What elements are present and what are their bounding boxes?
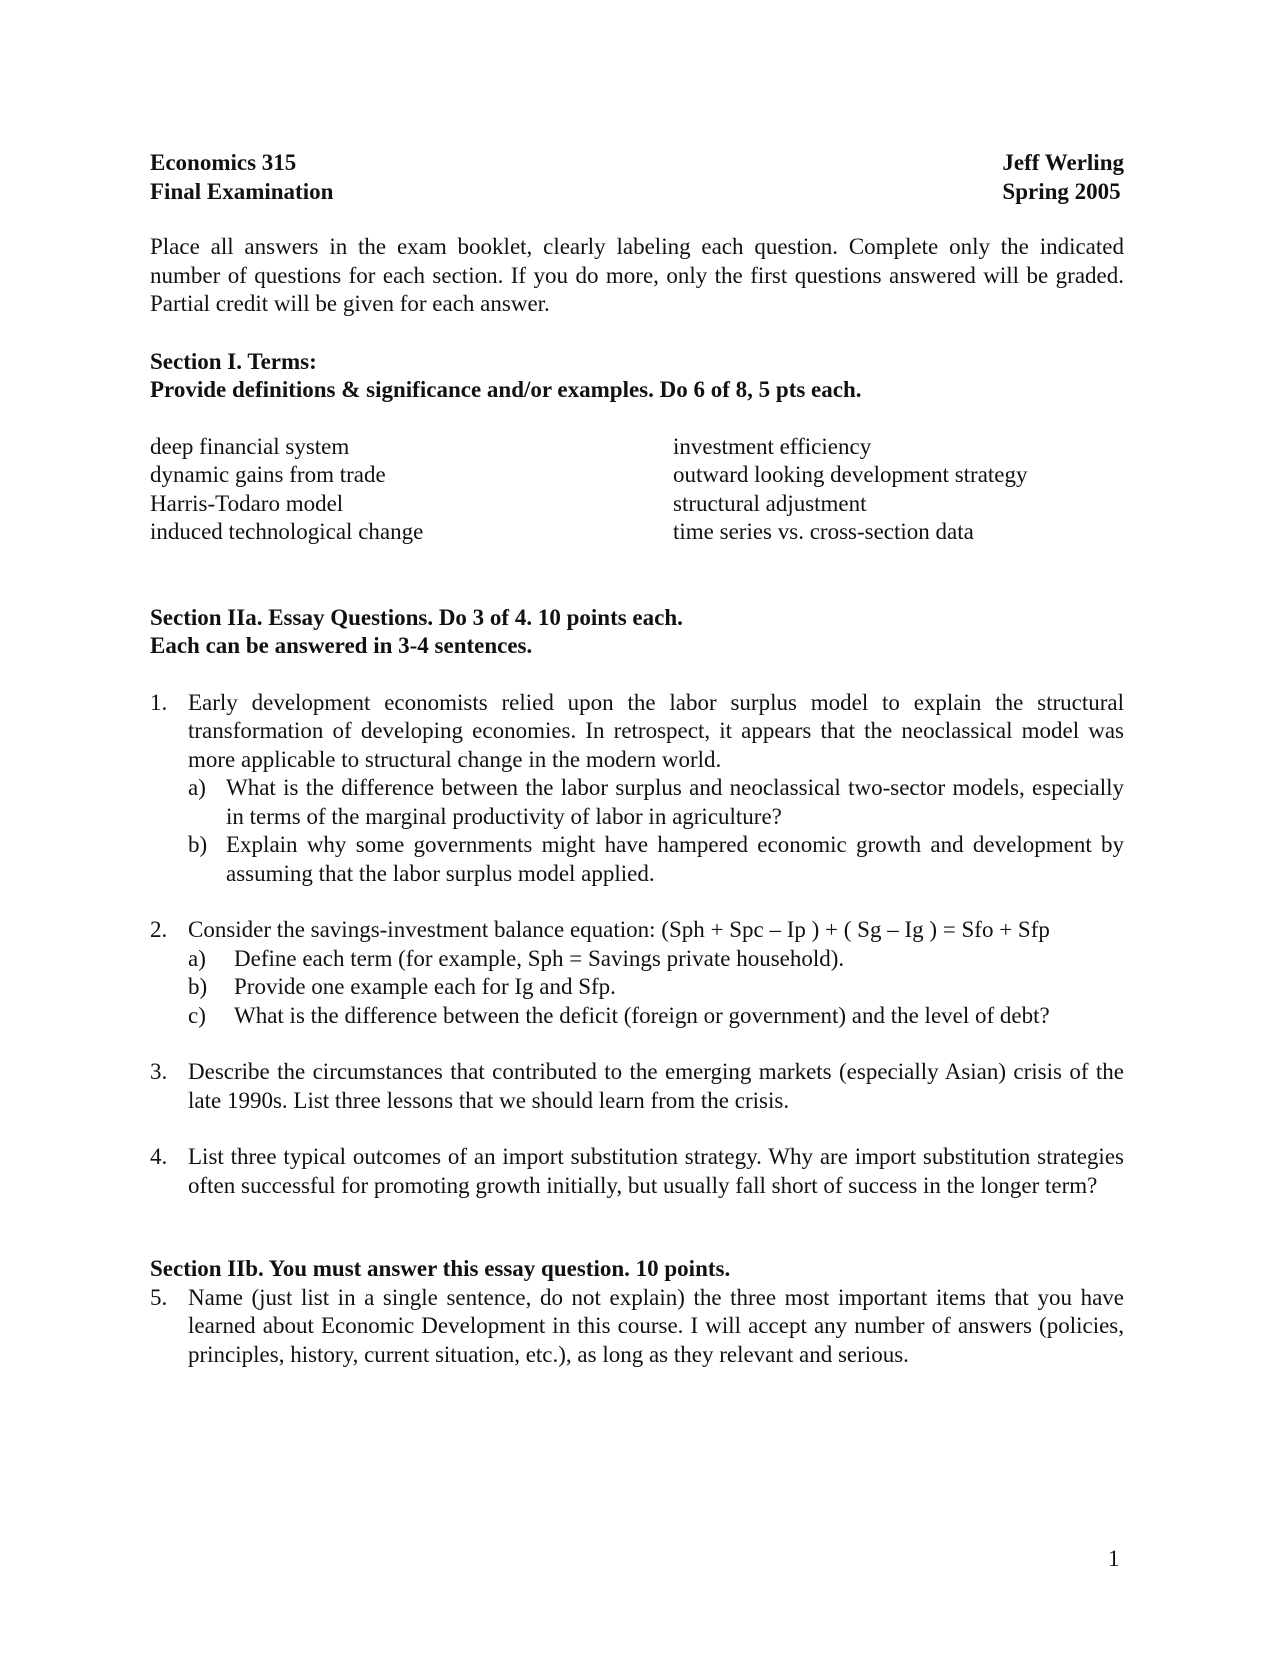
section-1-title: Section I. Terms: — [150, 348, 317, 374]
sub-question-text: Explain why some governments might have hampered economic growth and development by assuming that the labor surplus model applied. — [226, 832, 1124, 886]
exam-title: Final Examination — [150, 178, 334, 204]
exam-term: Spring 2005 — [1002, 178, 1121, 204]
sub-question-label: b) — [188, 974, 208, 999]
sub-question-text: What is the difference between the labor surplus and neoclassical two-sector models, especially in terms of the marginal productivity of labor in agriculture? — [226, 775, 1124, 829]
question-text: Early development economists relied upon the labor surplus model to explain the structural transformation of developing economies. In retrospect, it appears that the neoclassical model was more applicable to structural change in the modern world. — [188, 689, 1124, 772]
term-item: time series vs. cross-section data — [673, 519, 974, 544]
term-item: Harris-Todaro model — [150, 490, 344, 516]
question-text: Consider the savings-investment balance equation: (Sph + Spc – Ip ) + ( Sg – Ig ) = Sfo + Sfp — [188, 917, 1050, 942]
section-2a — [150, 604, 1124, 1201]
question-number: 3. — [150, 1059, 168, 1084]
instructor-name: Jeff Werling — [1002, 150, 1124, 175]
term-item: dynamic gains from trade — [150, 462, 386, 487]
question-3 — [150, 1058, 1124, 1115]
question-number: 4. — [150, 1144, 168, 1169]
question-5 — [150, 1284, 1124, 1370]
section-2b — [150, 1255, 1124, 1369]
header-right — [1002, 149, 1124, 206]
exam-page — [150, 149, 1124, 1369]
course-title: Economics 315 — [150, 150, 297, 175]
question-1 — [150, 689, 1124, 889]
term-item: structural adjustment — [673, 490, 867, 516]
header-left — [150, 149, 333, 206]
sub-question-label: a) — [188, 945, 206, 971]
sub-question — [188, 774, 1124, 831]
sub-question-label: c) — [188, 1002, 206, 1028]
sub-question — [188, 945, 1124, 974]
sub-question-text: Provide one example each for Ig and Sfp. — [234, 974, 616, 999]
page-number: 1 — [1108, 1546, 1120, 1571]
section-2a-subtitle: Each can be answered in 3-4 sentences. — [150, 633, 533, 658]
terms-right-column — [673, 433, 1028, 547]
section-1 — [150, 348, 1124, 547]
term-item: deep financial system — [150, 433, 350, 459]
sub-question-text: Define each term (for example, Sph = Savings private household). — [234, 945, 845, 971]
sub-question-label: a) — [188, 775, 206, 800]
question-body — [188, 916, 1124, 1030]
terms-left-column — [150, 433, 673, 547]
section-2a-title: Section IIa. Essay Questions. Do 3 of 4. 10 points each. — [150, 604, 683, 630]
question-text: Name (just list in a single sentence, do not explain) the three most important items that you have learned about Economic Development in this course. I will accept any number of answers (policies, principles, history, current situation, etc.), as long as they relevant and serious. — [188, 1284, 1124, 1367]
instructions: Place all answers in the exam booklet, clearly labeling each question. Complete only the indicated number of questions for each section. If you do more, only the first questions answered will be graded. Partial credit will be given for each answer. — [150, 234, 1124, 316]
sub-question — [188, 831, 1124, 888]
sub-question-label: b) — [188, 832, 208, 857]
terms-grid — [150, 433, 1124, 547]
question-4 — [150, 1143, 1124, 1200]
term-item: induced technological change — [150, 519, 424, 544]
section-1-subtitle: Provide definitions & significance and/or examples. Do 6 of 8, 5 pts each. — [150, 377, 862, 402]
exam-header — [150, 149, 1124, 206]
question-number: 5. — [150, 1284, 168, 1310]
question-number: 1. — [150, 689, 168, 715]
term-item: investment efficiency — [673, 433, 872, 459]
question-2 — [150, 916, 1124, 1030]
question-list — [150, 689, 1124, 1201]
question-text: List three typical outcomes of an import substitution strategy. Why are import substitution strategies often successful for promoting growth initially, but usually fall short of success in the longer term? — [188, 1144, 1124, 1198]
question-text: Describe the circumstances that contributed to the emerging markets (especially Asian) crisis of the late 1990s. List three lessons that we should learn from the crisis. — [188, 1059, 1124, 1113]
question-body — [188, 689, 1124, 889]
term-item: outward looking development strategy — [673, 462, 1028, 487]
section-2b-title: Section IIb. You must answer this essay question. 10 points. — [150, 1256, 731, 1281]
sub-question-text: What is the difference between the deficit (foreign or government) and the level of debt? — [234, 1002, 1050, 1028]
sub-question — [188, 973, 1124, 1002]
question-number: 2. — [150, 917, 168, 942]
sub-question — [188, 1002, 1124, 1031]
